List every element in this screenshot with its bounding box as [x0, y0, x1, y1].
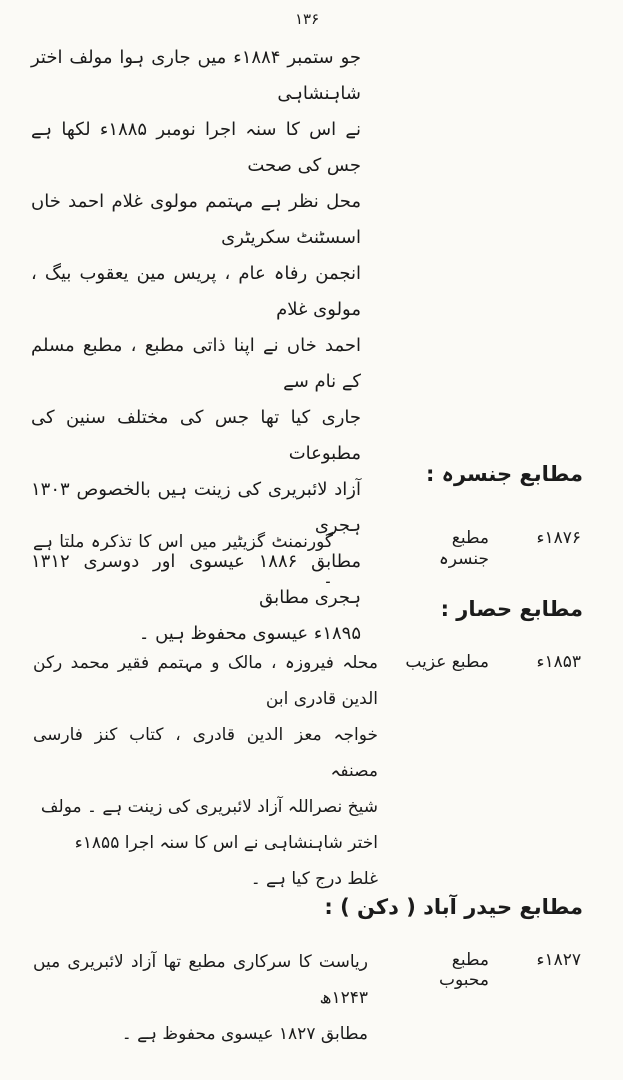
text-line: محلہ فیروزہ ، مالک و مہتمم فقیر محمد رکن الدین قادری ابن [33, 653, 378, 709]
entry-press-name: مطبع جنسرہ [438, 528, 489, 569]
text-line: احمد خاں نے اپنا ذاتی مطبع ، مطبع مسلم کے نام سے [31, 335, 361, 392]
text-line: جاری کیا تھا جس کی مختلف سنین کی مطبوعات [31, 407, 361, 464]
entry-press-name: مطبع محبوب [439, 950, 489, 990]
entry-year: ۱۸۵۳ء [536, 652, 581, 672]
entry-description [33, 944, 368, 1052]
text-line: مطابق ۱۸۲۷ عیسوی محفوظ ہے ۔ [121, 1024, 368, 1044]
page-number: ۱۳۶ [295, 10, 320, 28]
text-line: ریاست کا سرکاری مطبع تھا آزاد لائبریری میں ۱۲۴۳ھ [33, 952, 368, 1008]
section-heading-jansra: مطابع جنسرہ : [425, 462, 583, 486]
entry-description [33, 524, 333, 596]
text-line: ۱۸۹۵ء عیسوی محفوظ ہیں ۔ [138, 623, 361, 644]
section-heading-hisar: مطابع حصار : [440, 597, 583, 621]
text-line: انجمن رفاہ عام ، پریس مین یعقوب بیگ ، مولوی غلام [31, 263, 361, 320]
section-heading-hyderabad: مطابع حیدر آباد ( دکن ) : [324, 895, 583, 919]
entry-press-name: مطبع عزیب [405, 652, 489, 672]
text-line: محل نظر ہے مہتمم مولوی غلام احمد خاں اسسٹنٹ سکریٹری [31, 191, 361, 248]
text-line: غلط درج کیا ہے ۔ [250, 869, 378, 889]
text-line: خواجہ معز الدین قادری ، کتاب کنز فارسی مصنفہ [33, 725, 378, 781]
entry-description [33, 645, 378, 897]
entry-year: ۱۸۷۶ء [536, 528, 581, 548]
text-line: جو ستمبر ۱۸۸۴ء میں جاری ہوا مولف اختر شاہنشاہی [31, 47, 361, 104]
text-line: نے اس کا سنہ اجرا نومبر ۱۸۸۵ء لکھا ہے جس کی صحت [31, 119, 361, 176]
entry-year: ۱۸۲۷ء [536, 950, 581, 970]
text-line: شیخ نصراللہ آزاد لائبریری کی زینت ہے ۔ مولف [40, 797, 378, 817]
text-line: گورنمنٹ گزیٹیر میں اس کا تذکرہ ملتا ہے ۔ [33, 532, 333, 588]
text-line: اختر شاہنشاہی نے اس کا سنہ اجرا ۱۸۵۵ء [74, 833, 378, 853]
text-line: مطابق ۱۸۸۶ عیسوی اور دوسری ۱۳۱۲ ہجری مطابق [31, 551, 361, 608]
text-line: آزاد لائبریری کی زینت ہیں بالخصوص ۱۳۰۳ ہجری [31, 479, 361, 536]
